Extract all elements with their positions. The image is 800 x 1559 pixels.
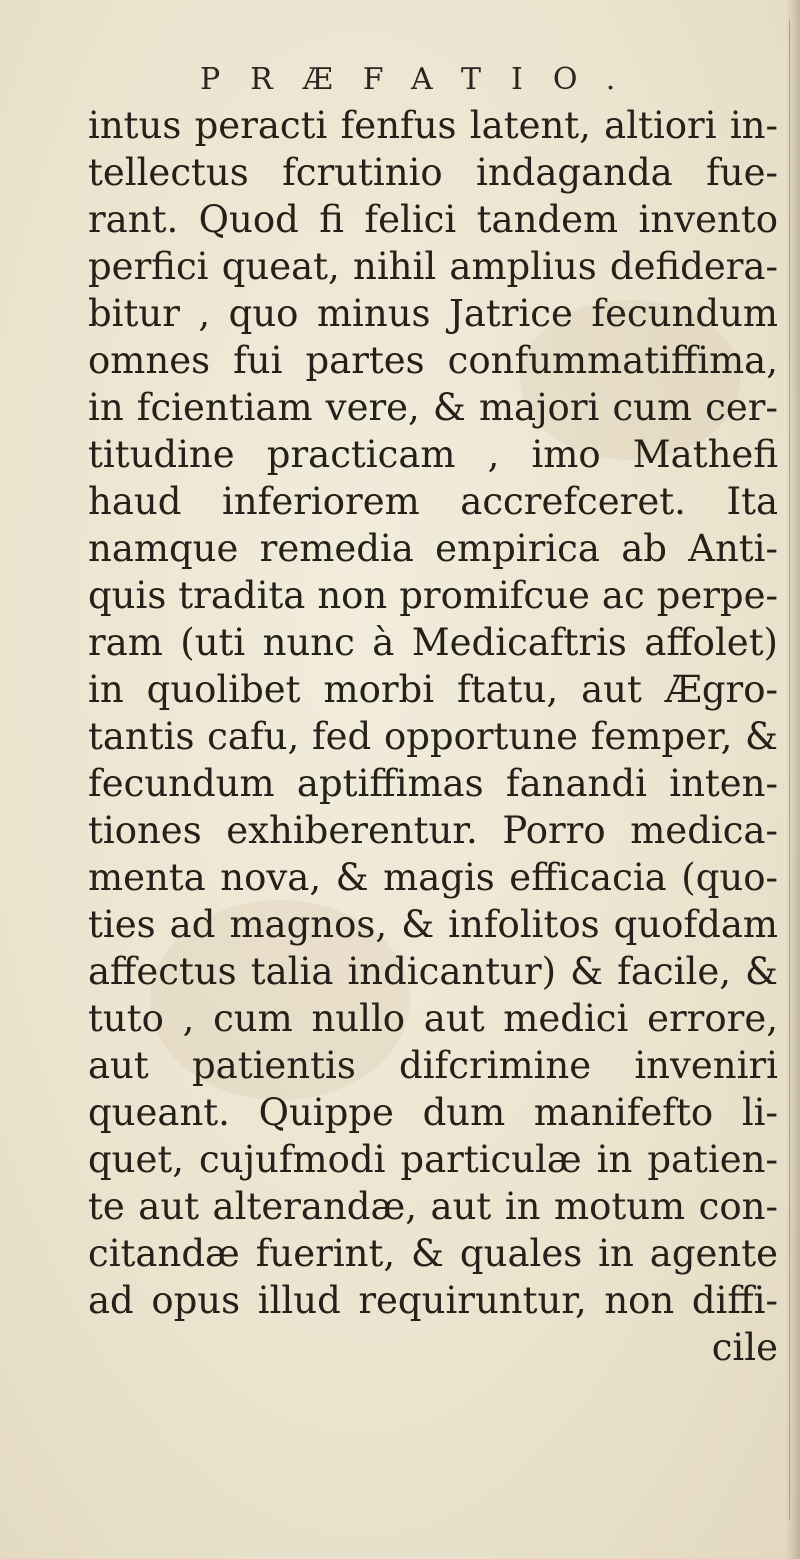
text-line: quet, cujufmodi particulæ in patien- [88, 1138, 778, 1181]
text-line: in quolibet morbi ftatu, aut Ægro- [88, 668, 778, 711]
running-header: PRÆFATIO. [200, 62, 646, 97]
text-line: rant. Quod fi felici tandem invento [88, 198, 778, 241]
text-line: tuto , cum nullo aut medici errore, [88, 997, 778, 1040]
catchword: cile [711, 1326, 778, 1369]
text-line: in fcientiam vere, & majori cum cer- [88, 386, 778, 429]
text-line: te aut alterandæ, aut in motum con- [88, 1185, 778, 1228]
text-line: queant. Quippe dum manifefto li- [88, 1091, 778, 1134]
text-line: menta nova, & magis efficacia (quo- [88, 856, 778, 899]
text-line: intus peracti fenfus latent, altiori in- [88, 104, 778, 147]
text-line: titudine practicam , imo Mathefi [88, 433, 778, 476]
text-line: tantis cafu, fed opportune femper, & [88, 715, 778, 758]
text-line: perfici queat, nihil amplius defidera- [88, 245, 778, 288]
text-line: omnes fui partes confummatiffima, [88, 339, 778, 382]
text-line: ties ad magnos, & infolitos quofdam [88, 903, 778, 946]
page-edge-line [789, 20, 790, 1520]
text-line: quis tradita non promifcue ac perpe- [88, 574, 778, 617]
text-line: ad opus illud requiruntur, non diffi- [88, 1279, 778, 1322]
text-line: bitur , quo minus Jatrice fecundum [88, 292, 778, 335]
text-line: namque remedia empirica ab Anti- [88, 527, 778, 570]
text-line: aut patientis difcrimine inveniri [88, 1044, 778, 1087]
text-line: haud inferiorem accrefceret. Ita [88, 480, 778, 523]
text-line: ram (uti nunc à Medicaftris affolet) [88, 621, 778, 664]
text-line: affectus talia indicantur) & facile, & [88, 950, 778, 993]
text-line: fecundum aptiffimas fanandi inten- [88, 762, 778, 805]
body-text [88, 102, 778, 1371]
text-line: tellectus fcrutinio indaganda fue- [88, 151, 778, 194]
text-line: tiones exhiberentur. Porro medica- [88, 809, 778, 852]
text-line: citandæ fuerint, & quales in agente [88, 1232, 778, 1275]
